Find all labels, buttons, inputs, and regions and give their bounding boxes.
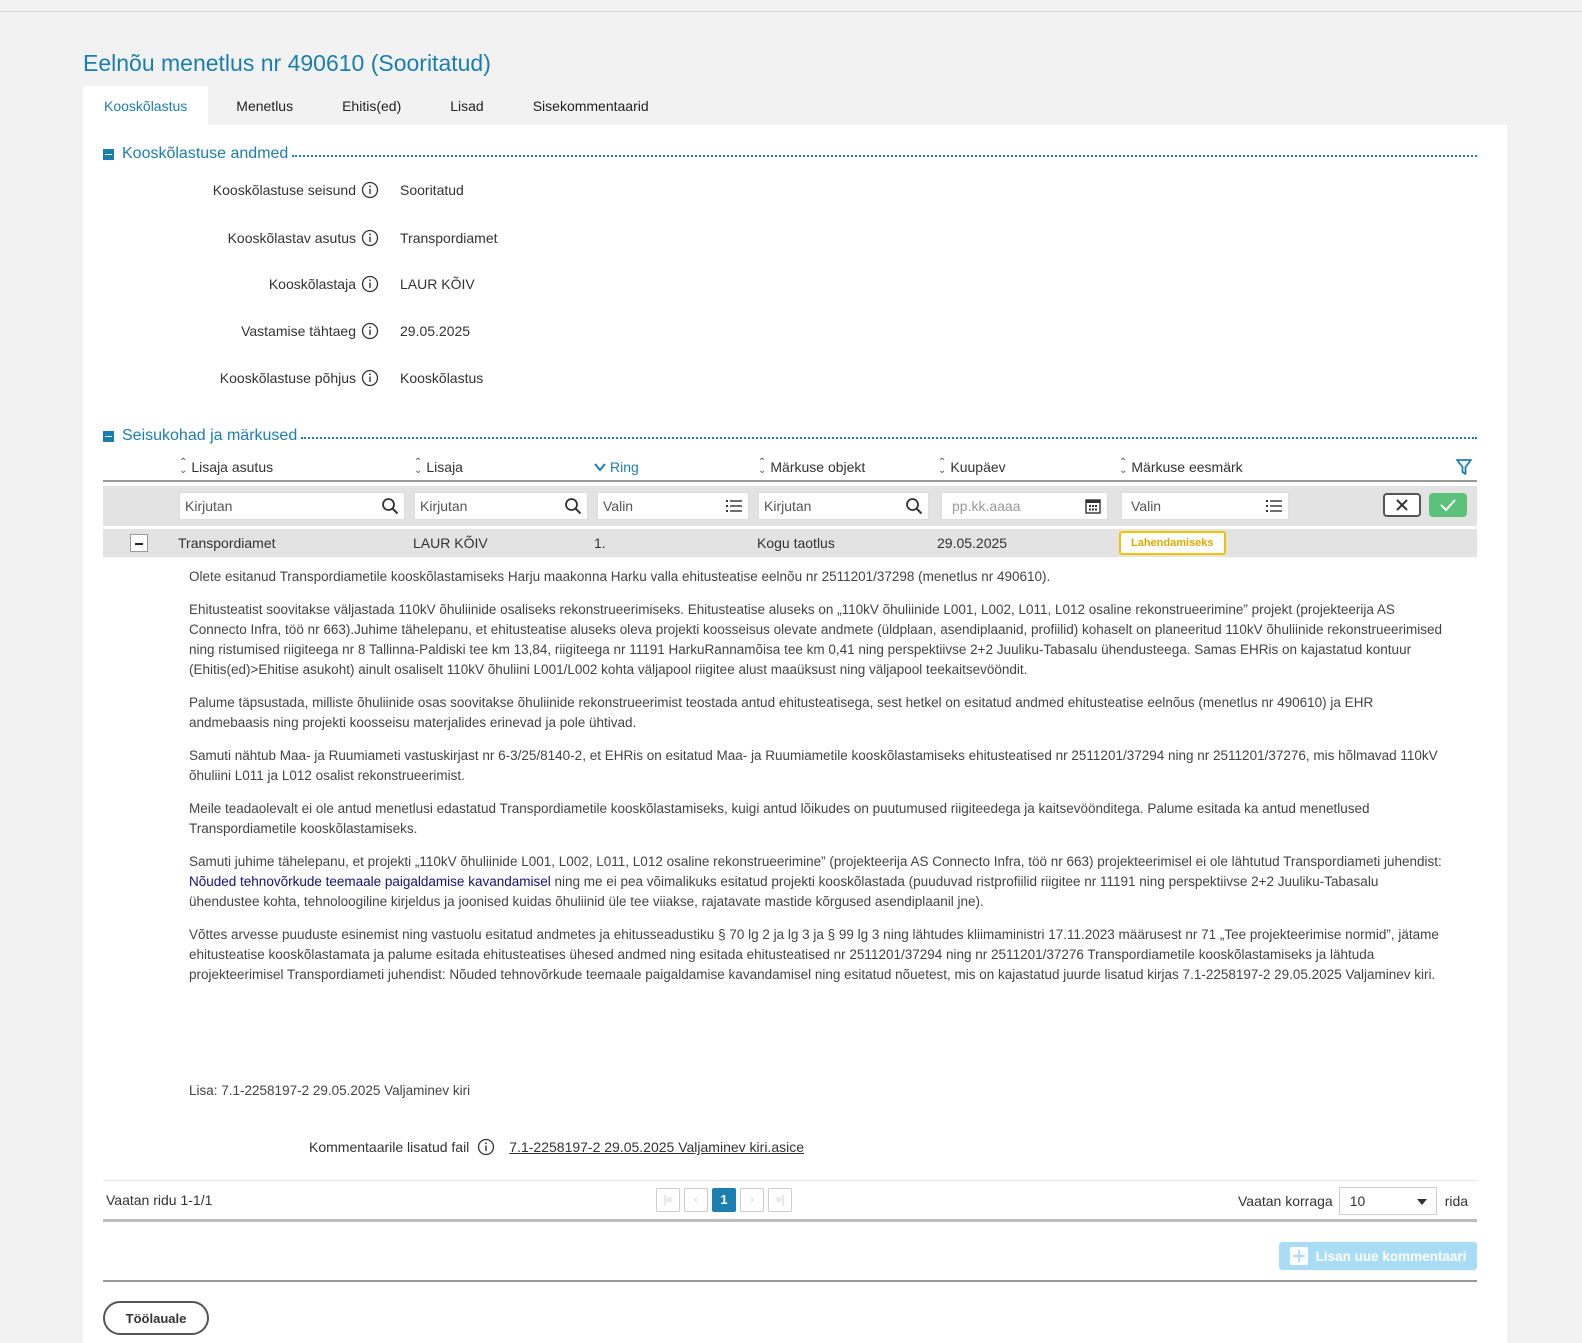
section-divider: [292, 155, 1477, 157]
field-coordinator: [83, 273, 783, 295]
cell-author: LAUR KÕIV: [413, 535, 488, 551]
add-comment-button[interactable]: Lisan uue kommentaari: [1279, 1242, 1477, 1270]
field-label: Vastamise tähtaeg: [241, 323, 356, 339]
col-header-date[interactable]: ⌃ ⌄ Kuupäev: [938, 457, 1006, 476]
field-label: Kooskõlastuse põhjus: [219, 370, 356, 386]
tab-lisad[interactable]: Lisad: [450, 98, 484, 114]
author-filter-input[interactable]: Kirjutan: [414, 492, 588, 520]
cell-date: 29.05.2025: [937, 535, 1008, 551]
comment-paragraph: Võttes arvesse puuduste esinemist ning vastuolu esitatud andmetes ja ehitusseadustiku § 70 lg 2 ja lg 3 ja § 99 lg 3 ning lähtudes kliimaministri 17.11.2023 määrusest nr 71 „Tee projekteerimise normid”, jätame ehitusteatise kooskõlastamata ja palume esitada ehitusteatises ühesed andmed ning esitada ehitusteatised nr 2511201/37294 ning nr 2511201/37276 Transpordiametile kooskõlastamiseks ja lähtuda projekteerimisel Transpordiameti juhendist: Nõuded tehnovõrkude teemaale paigaldamise kavandamisel ning esitatud nõuetest, mis on kajastatud juurde lisatud kirjas 7.1-2258197-2 29.05.2025 Valjaminev kiri.: [189, 927, 1439, 982]
guideline-link[interactable]: Nõuded tehnovõrkude teemaale paigaldamise kavandamisel: [189, 874, 551, 889]
comment-paragraph: Palume täpsustada, milliste õhuliinide osas soovitakse õhuliinide rekonstrueerimist teostada antud ehitusteatisega, sest hetkel on esitatud andmed ehitusteatise eelnõus (menetlus nr 490610) ja EHR andmebaasis ning projekti koosseisu materjalides erinevad ja pole ühtivad.: [189, 695, 1374, 730]
collapse-row-icon[interactable]: [130, 534, 148, 552]
info-icon[interactable]: [477, 1138, 495, 1156]
sort-icon: ⌃ ⌄: [938, 457, 947, 476]
search-icon: [564, 497, 582, 515]
info-icon[interactable]: [361, 275, 379, 293]
remarks-section-title: Seisukohad ja märkused: [122, 427, 298, 444]
field-value: Sooritatud: [400, 182, 464, 198]
sort-icon: ⌃ ⌄: [758, 457, 767, 476]
field-label: Kooskõlastaja: [268, 276, 356, 292]
collapse-icon[interactable]: [103, 431, 114, 442]
field-label: Kooskõlastuse seisund: [212, 182, 356, 198]
field-value: Kooskõlastus: [400, 370, 484, 386]
calendar-icon: [1084, 497, 1102, 515]
list-icon: [1265, 497, 1283, 515]
field-value: Transpordiamet: [400, 230, 498, 246]
comment-paragraph: Olete esitanud Transpordiametile kooskõlastamiseks Harju maakonna Harku valla ehitusteatise eelnõu nr 2511201/37298 (menetlus nr 490610).: [189, 569, 1051, 584]
back-to-dashboard-button[interactable]: Töölauale: [103, 1301, 209, 1335]
tab-menetlus[interactable]: Menetlus: [236, 98, 294, 114]
sort-icon: ⌃ ⌄: [179, 457, 188, 476]
divider: [103, 1219, 1477, 1222]
field-deadline: [83, 320, 783, 342]
field-label: Kooskõlastav asutus: [227, 230, 356, 246]
collapse-icon[interactable]: [103, 149, 114, 160]
apply-filter-button[interactable]: [1429, 493, 1467, 517]
coordination-section-header: [103, 143, 1477, 165]
field-value: LAUR KÕIV: [400, 276, 475, 292]
filter-bar: [103, 486, 1477, 526]
cell-round: 1.: [594, 535, 606, 551]
sort-desc-icon: [594, 462, 606, 472]
info-icon[interactable]: [361, 322, 379, 340]
info-icon[interactable]: [361, 369, 379, 387]
col-header-round[interactable]: Ring: [594, 459, 639, 475]
content-card: [83, 125, 1507, 1343]
clear-filter-button[interactable]: [1383, 493, 1421, 517]
info-icon[interactable]: [361, 229, 379, 247]
close-icon: [1395, 498, 1409, 512]
status-badge: Lahendamiseks: [1119, 531, 1226, 555]
cell-object: Kogu taotlus: [757, 535, 835, 551]
tab-kooskolastus[interactable]: Kooskõlastus: [83, 86, 208, 126]
coordination-section-title: Kooskõlastuse andmed: [122, 145, 289, 162]
comment-body: [189, 567, 1451, 998]
pager-info: Vaatan ridu 1-1/1: [106, 1192, 213, 1208]
field-value: 29.05.2025: [400, 323, 471, 339]
tab-bar: [83, 86, 670, 126]
field-reason: [83, 367, 783, 389]
comment-paragraph: Meile teadaolevalt ei ole antud menetlusi edastatud Transpordiametile kooskõlastamiseks, kuigi antud lõikudes on puutumused riigiteedega ja kaitsevöönditega. Palume esitada ka antud menetlused Transpordiametile kooskõlastamiseks.: [189, 801, 1370, 836]
comment-paragraph: Samuti juhime tähelepanu, et projekti „110kV õhuliinide L001, L002, L011, L012 osaline rekonstrueerimine” (projekteerija AS Connecto Infra, töö nr 663) projekteerimisel ei ole lähtutud Transpordiameti juhendist: Nõuded tehnovõrkude teemaale paigaldamise kavandamisel ning me ei pea võimalikuks esitatud projekti kooskõlastada (puuduvad ristprofiilid riigitee nr 11191 ning perspektiivse 2+2 Juuliku-Tabasalu ühendustee kohta, tehnoloogiline kirjeldus ja joonised kuidas õhuliinid üle tee viiakse, rajatavate mastide kõrgused asendiplaanil jne).: [189, 854, 1442, 909]
top-bar: [0, 0, 1582, 12]
col-header-author[interactable]: ⌃ ⌄ Lisaja: [414, 457, 463, 476]
col-header-purpose[interactable]: ⌃ ⌄ Märkuse eesmärk: [1119, 457, 1243, 476]
page-title: Eelnõu menetlus nr 490610 (Sooritatud): [83, 50, 491, 76]
comment-paragraph: Ehitusteatist soovitakse väljastada 110kV õhuliinide osaliseks rekonstrueerimiseks. Ehitusteatise aluseks on „110kV õhuliinide L001, L002, L011, L012 osaline rekonstrueerimine” projekt (projekteerija AS Connecto Infra, töö nr 663).Juhime tähelepanu, et ehitusteatise aluseks oleva projekti koosseisus olevate andmete (üldplaan, asendiplaanid, profiilid) kohaselt on planeeritud 110kV õhuliinide rekonstrueerimised ning ristumised riigiteega nr 8 Tallinna-Paldiski tee km 13,84, riigiteega nr 11191 HarkuRannamõisa tee km 0,41 ning perspektiivse 2+2 Juuliku-Tabasalu ühendusteega. Samas EHRis on kajastatud kontuur (Ehitis(ed)>Ehitise asukoht) ainult osaliselt 110kV õhuliini L001/L002 kohta väljapool riigitee alust maaüksust ning väljapool teekaitsevööndit.: [189, 602, 1443, 677]
section-divider: [301, 437, 1477, 439]
comment-paragraph: Samuti nähtub Maa- ja Ruumiameti vastuskirjast nr 6-3/25/8140-2, et EHRis on esitatud Maa- ja Ruumiametile kooskõlastamiseks ehitusteatised nr 2511201/37294 ning nr 2511201/37276, mis hõlmavad 110kV õhuliini L011 ja L012 osalist rekonstrueerimist.: [189, 748, 1438, 783]
col-header-agency[interactable]: ⌃ ⌄ Lisaja asutus: [179, 457, 274, 476]
info-icon[interactable]: [361, 181, 379, 199]
cell-agency: Transpordiamet: [178, 535, 276, 551]
date-filter-input[interactable]: pp.kk.aaaa: [941, 492, 1108, 520]
next-page-button[interactable]: ›: [740, 1188, 764, 1212]
remarks-section-header: [103, 425, 1477, 447]
check-icon: [1439, 498, 1457, 512]
tab-ehitised[interactable]: Ehitis(ed): [342, 98, 402, 114]
filter-icon[interactable]: [1455, 458, 1473, 476]
pagination: [656, 1188, 796, 1212]
purpose-filter-select[interactable]: Valin: [1121, 492, 1289, 520]
divider: [103, 1280, 1477, 1282]
per-page-select[interactable]: 10: [1339, 1187, 1437, 1215]
per-page-control: [1238, 1187, 1468, 1215]
grid-header: [103, 455, 1477, 482]
sort-icon: ⌃ ⌄: [414, 457, 423, 476]
search-icon: [381, 497, 399, 515]
sort-icon: ⌃ ⌄: [1119, 457, 1128, 476]
field-agency: [83, 227, 783, 249]
plus-icon: [1290, 1247, 1308, 1265]
comment-file-row: [309, 1138, 804, 1156]
list-icon: [725, 497, 743, 515]
agency-filter-input[interactable]: Kirjutan: [179, 492, 405, 520]
per-page-suffix: rida: [1444, 1193, 1469, 1209]
page-1-button[interactable]: 1: [712, 1188, 736, 1212]
file-download-link[interactable]: 7.1-2258197-2 29.05.2025 Valjaminev kiri.asice: [509, 1139, 805, 1155]
divider: [103, 1180, 1477, 1181]
prev-page-button[interactable]: ‹: [684, 1188, 708, 1212]
tab-sisekommentaarid[interactable]: Sisekommentaarid: [532, 98, 649, 114]
file-label: Kommentaarile lisatud fail: [309, 1139, 470, 1155]
search-icon: [905, 497, 923, 515]
last-page-button[interactable]: »|: [768, 1188, 792, 1212]
table-row[interactable]: [103, 529, 1477, 557]
first-page-button[interactable]: |«: [656, 1188, 680, 1212]
object-filter-input[interactable]: Kirjutan: [758, 492, 929, 520]
per-page-label: Vaatan korraga: [1238, 1193, 1333, 1209]
round-filter-select[interactable]: Valin: [597, 492, 749, 520]
field-status: [83, 179, 783, 201]
col-header-object[interactable]: ⌃ ⌄ Märkuse objekt: [758, 457, 866, 476]
attachment-line: Lisa: 7.1-2258197-2 29.05.2025 Valjaminev kiri: [189, 1083, 471, 1098]
